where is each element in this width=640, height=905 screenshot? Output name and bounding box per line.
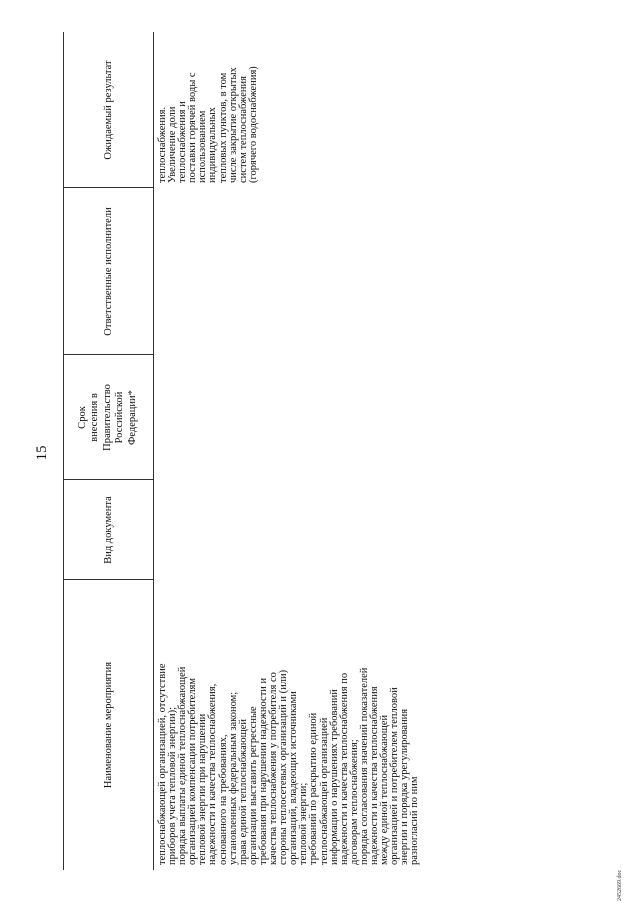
document-code: 2452669.doc bbox=[617, 869, 623, 901]
header-executors-cell bbox=[63, 188, 153, 355]
header-doc-type-cell bbox=[63, 480, 153, 580]
header-result-cell bbox=[63, 32, 153, 188]
header-executors: Ответственные исполнители bbox=[102, 207, 114, 336]
header-doc-type: Вид документа bbox=[102, 496, 114, 564]
row-result-cell: теплоснабжения. Увеличение доли теплоснабжения и поставки горячей воды с использованием индивидуальных тепловых пунктов, в том числе закрытие открытых систем теплоснабжения (горячего водоснабжения) bbox=[157, 66, 259, 183]
header-deadline: Срок внесения в Правительство Российской Федерации* bbox=[76, 384, 138, 451]
header-bottom-border bbox=[153, 32, 154, 870]
header-deadline-cell bbox=[63, 355, 153, 480]
header-name-cell bbox=[63, 580, 153, 870]
header-result: Ожидаемый результат bbox=[102, 60, 114, 160]
row-name-cell: теплоснабжающей организацией, отсутствие приборов учета тепловой энергии); порядка выплаты единой теплоснабжающей организацией компенсации потребителям тепловой энергии при нарушении надежности и качества теплоснабжения, основанного на требованиях, установленных федеральным законом; права единой теплоснабжающей организации выставить регрессные требования при нарушении надежности и качества теплоснабжения у потребителя со стороны теплосетевых организаций и (или) организаций, владеющих источниками тепловой энергии; требований по раскрытию единой теплоснабжающей организацией информации о нарушениях требований надежности и качества теплоснабжения по договорам теплоснабжения; порядка согласования значений показателей надежности и качества теплоснабжения между единой теплоснабжающей организацией и потребителем тепловой энергии и порядка урегулирования разногласий по ним bbox=[157, 663, 421, 865]
header-name: Наименование мероприятия bbox=[102, 661, 114, 789]
page-number: 15 bbox=[34, 445, 50, 461]
